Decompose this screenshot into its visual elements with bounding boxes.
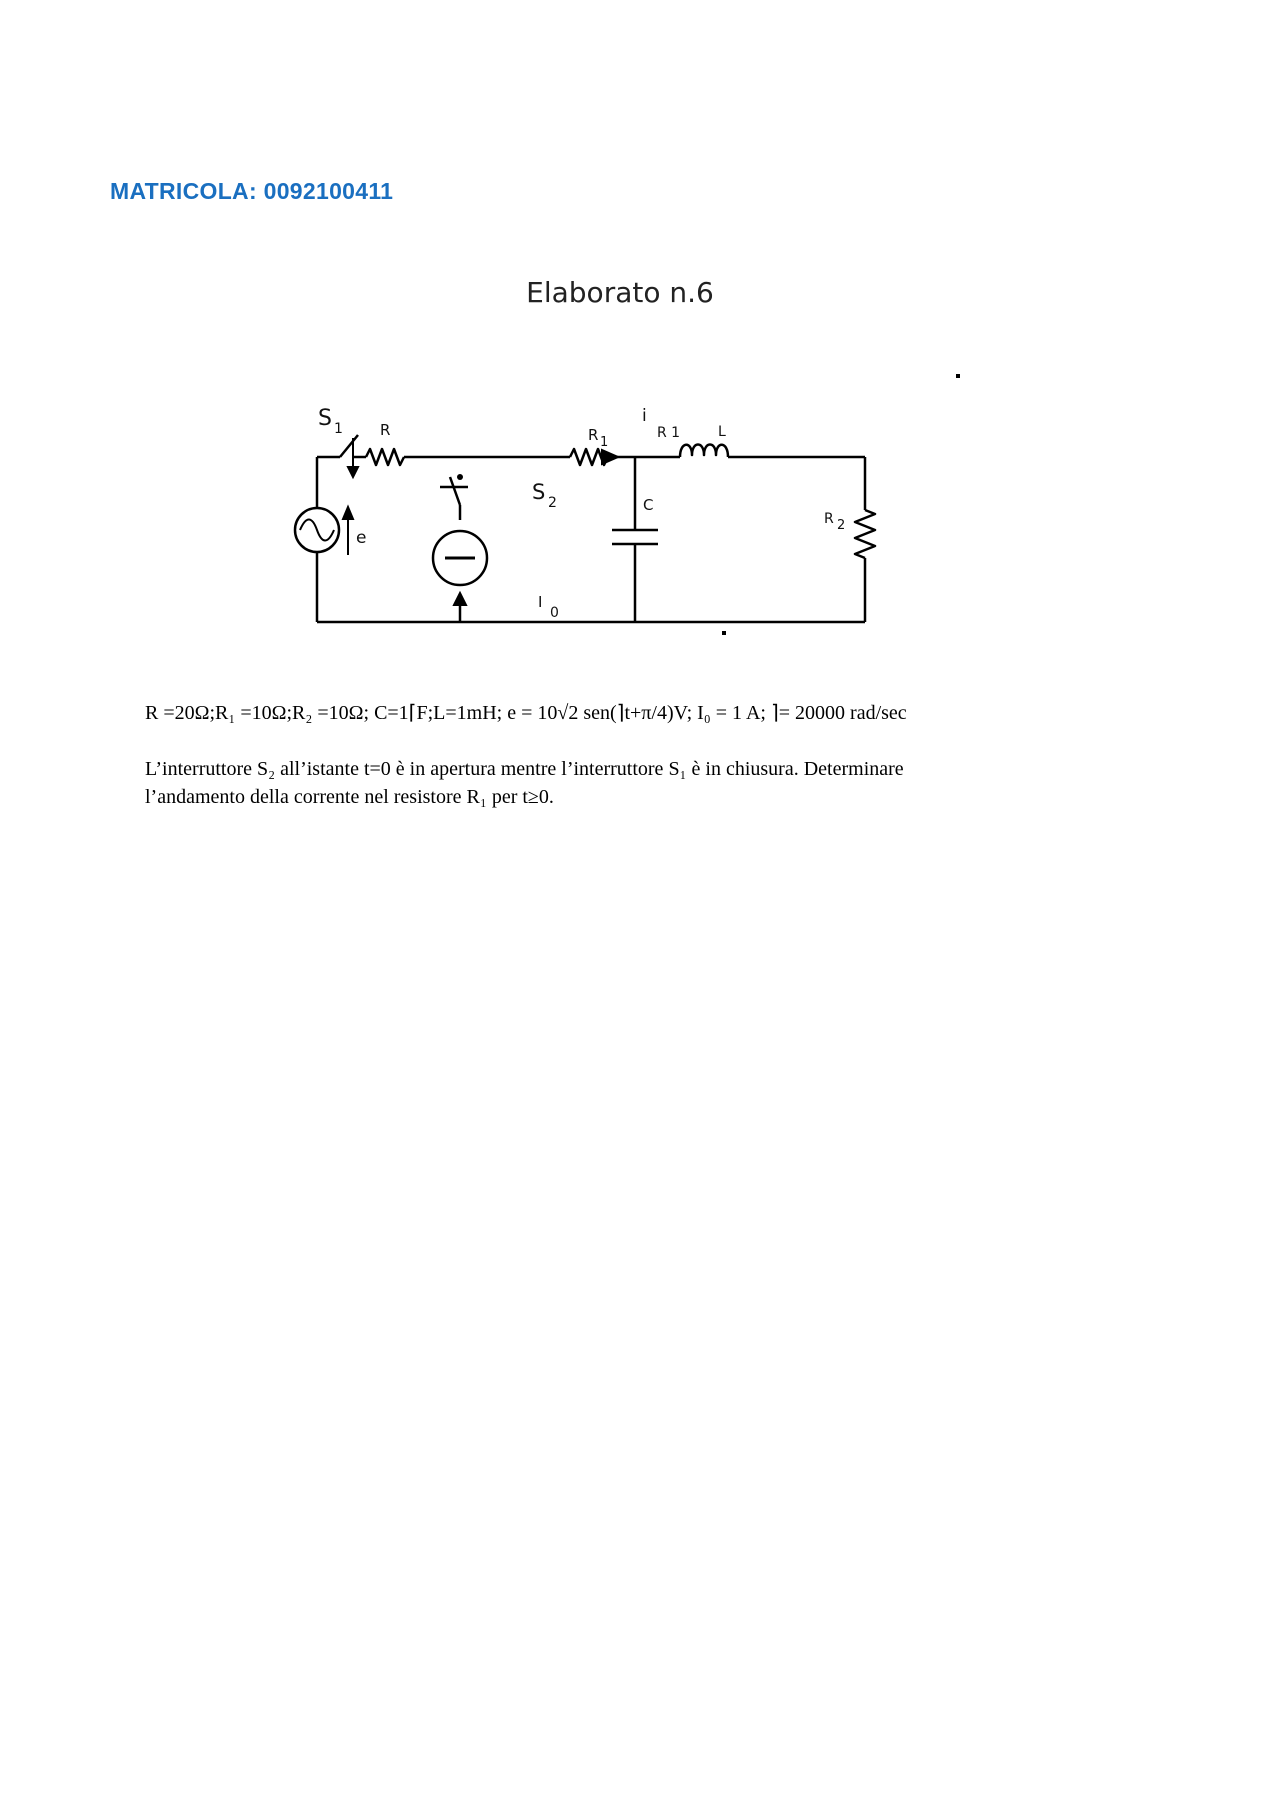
label-i0: I — [538, 593, 543, 611]
label-s2-sub: 2 — [548, 495, 557, 511]
label-r: R — [380, 421, 391, 439]
label-s1: S — [318, 406, 332, 431]
label-c: C — [643, 496, 654, 514]
matricola-header: MATRICOLA: 0092100411 — [110, 178, 394, 204]
problem-line-1: L’interruttore S₂ all’istante t=0 è in apertura mentre l’interruttore S₁ è in chiusura. Determinare — [145, 758, 904, 780]
arrow-ir1-head — [602, 450, 618, 464]
label-l: L — [718, 424, 726, 440]
problem-statement — [145, 755, 1065, 811]
label-r1: R — [588, 426, 599, 444]
resistor-r — [366, 449, 404, 465]
switch-s1-blade — [340, 435, 358, 457]
stray-dot-bottom — [722, 631, 726, 635]
problem-line-2: l’andamento della corrente nel resistore R₁ per t≥0. — [145, 786, 554, 808]
switch-s2-dot — [457, 474, 463, 480]
label-i0-sub: 0 — [550, 605, 559, 621]
arrow-e-head — [343, 507, 353, 519]
label-r2-sub: 2 — [837, 518, 846, 533]
parameters-line: R =20Ω;R₁ =10Ω;R₂ =10Ω; C=1⌈F;L=1mH; e = 10√2 sen(⌉t+π/4)V; I₀ = 1 A; ⌉= 20000 rad/sec — [145, 702, 907, 724]
inductor-l — [680, 445, 728, 458]
switch-s2-blade — [450, 477, 460, 505]
circuit-diagram — [270, 395, 900, 640]
label-i-r1: i — [642, 406, 647, 426]
document-title: Elaborato n.6 — [526, 276, 714, 309]
stray-dot-top — [956, 374, 960, 378]
label-e: e — [356, 528, 367, 548]
label-i-r1-sub: R 1 — [657, 425, 681, 441]
label-r2: R — [824, 511, 834, 527]
arrow-s1-head — [348, 467, 358, 477]
label-s2: S — [532, 480, 546, 504]
label-r1-sub: 1 — [600, 435, 609, 450]
label-s1-sub: 1 — [334, 421, 343, 437]
resistor-r2 — [855, 510, 875, 558]
arrow-i0-head — [454, 593, 466, 605]
